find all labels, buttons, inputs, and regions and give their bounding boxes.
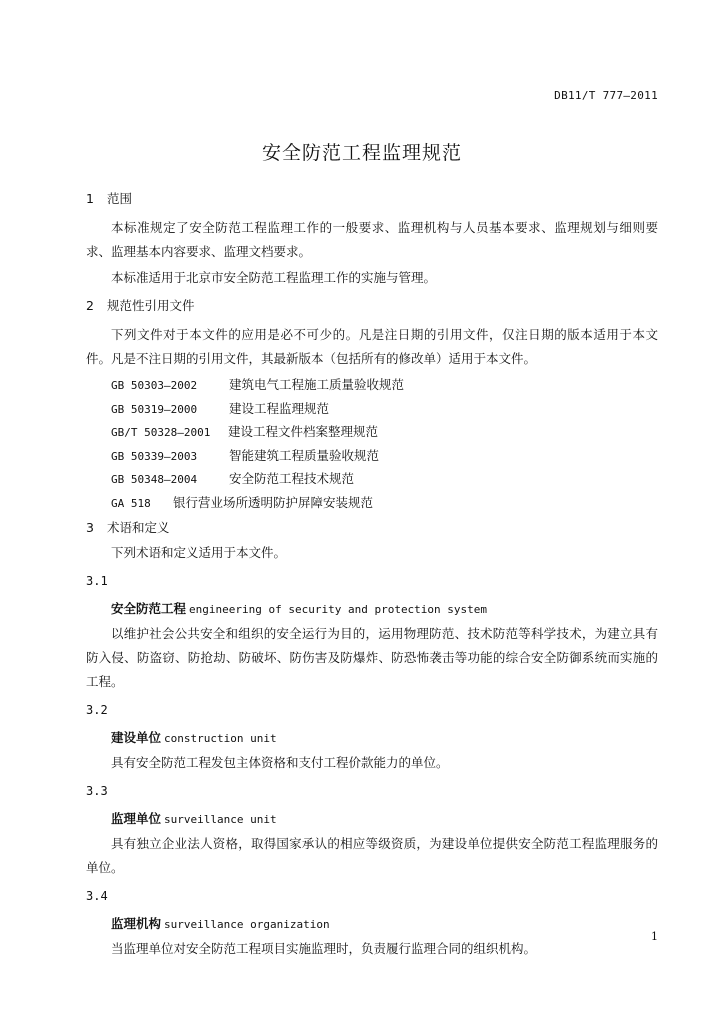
term-number: 3.3 (86, 784, 108, 798)
scope-paragraph-2: 本标准适用于北京市安全防范工程监理工作的实施与管理。 (111, 270, 437, 285)
term-number: 3.4 (86, 889, 108, 903)
section-heading-scope (86, 185, 658, 212)
term-heading (86, 806, 658, 832)
term-definition: 具有独立企业法人资格，取得国家承认的相应等级资质，为建设单位提供安全防范工程监理服务的单位。 (86, 836, 658, 875)
term-number: 3.2 (86, 703, 108, 717)
term-definition: 以维护社会公共安全和组织的安全运行为目的，运用物理防范、技术防范等科学技术，为建立具有防入侵、防盗窃、防抢劫、防破坏、防伤害及防爆炸、防恐怖袭击等功能的综合安全防御系统而实施的工程。 (86, 626, 658, 689)
section-heading-terms (86, 514, 658, 541)
term-english: surveillance organization (164, 918, 330, 931)
reference-title: 建设工程监理规范 (229, 400, 330, 416)
reference-code: GB 50348—2004 (111, 473, 198, 486)
reference-title: 安全防范工程技术规范 (229, 471, 355, 486)
reference-code: GB 50303—2002 (111, 379, 198, 392)
reference-item (86, 420, 658, 444)
reference-code: GB/T 50328—2001 (111, 426, 211, 439)
section-number: 1 (86, 191, 94, 206)
reference-item (86, 467, 658, 491)
section-title: 范围 (107, 191, 133, 206)
term-english: surveillance unit (164, 813, 277, 826)
term-chinese: 监理机构 (111, 916, 162, 931)
section-number: 3 (86, 520, 94, 535)
term-definition: 具有安全防范工程发包主体资格和支付工程价款能力的单位。 (111, 755, 449, 770)
reference-item (86, 444, 658, 468)
reference-item (86, 491, 658, 515)
reference-title: 智能建筑工程质量验收规范 (229, 447, 380, 463)
section-title: 规范性引用文件 (107, 298, 195, 313)
reference-title: 建设工程文件档案整理规范 (228, 424, 379, 439)
reference-code: GB 50319—2000 (111, 402, 198, 416)
reference-code: GB 50339—2003 (111, 449, 198, 463)
section-number: 2 (86, 298, 94, 313)
term-chinese: 建设单位 (111, 730, 162, 745)
reference-code: GA 518 (111, 496, 151, 510)
page-number: 1 (651, 930, 658, 943)
document-title: 安全防范工程监理规范 (261, 142, 462, 164)
term-heading (86, 596, 658, 622)
term-heading (86, 725, 658, 751)
term-heading (86, 911, 658, 937)
term-definition: 当监理单位对安全防范工程项目实施监理时，负责履行监理合同的组织机构。 (111, 941, 537, 956)
section-heading-normative (86, 292, 658, 319)
terms-intro: 下列术语和定义适用于本文件。 (111, 545, 287, 560)
reference-title: 建筑电气工程施工质量验收规范 (229, 377, 405, 392)
term-chinese: 安全防范工程 (111, 601, 187, 616)
term-chinese: 监理单位 (111, 811, 162, 826)
reference-title: 银行营业场所透明防护屏障安装规范 (173, 494, 374, 510)
standard-code: DB11/T 777—2011 (554, 89, 658, 102)
term-english: engineering of security and protection system (189, 603, 488, 616)
term-english: construction unit (164, 732, 277, 745)
reference-item (86, 397, 658, 421)
normative-intro: 下列文件对于本文件的应用是必不可少的。凡是注日期的引用文件，仅注日期的版本适用于本文件。凡是不注日期的引用文件，其最新版本（包括所有的修改单）适用于本文件。 (86, 327, 658, 366)
term-number: 3.1 (86, 574, 108, 588)
document-body (86, 185, 658, 963)
section-title: 术语和定义 (107, 520, 170, 535)
reference-item (86, 373, 658, 397)
scope-paragraph-1: 本标准规定了安全防范工程监理工作的一般要求、监理机构与人员基本要求、监理规划与细则要求、监理基本内容要求、监理文档要求。 (86, 220, 658, 259)
